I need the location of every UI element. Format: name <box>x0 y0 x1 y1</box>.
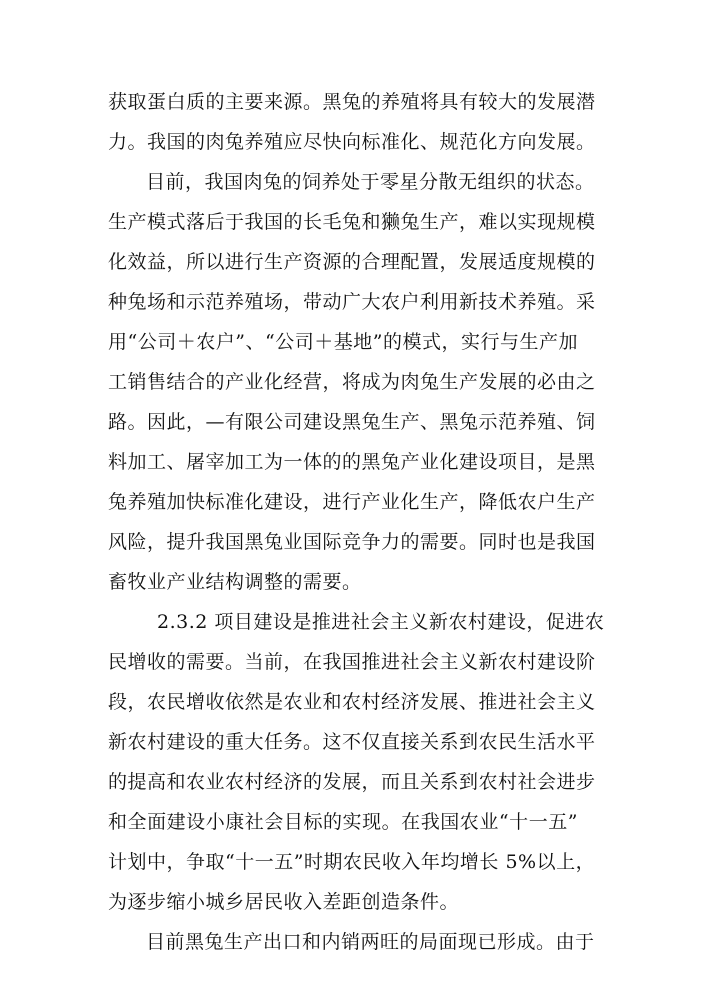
text-line: 路。因此，—有限公司建设黑兔生产、黑兔示范养殖、饲 <box>108 411 596 433</box>
text-line: 畜牧业产业结构调整的需要。 <box>108 571 362 593</box>
text-line: 生产模式落后于我国的长毛兔和獭兔生产，难以实现规模 <box>108 211 596 233</box>
text-line: 目前黑兔生产出口和内销两旺的局面现已形成。由于 <box>146 931 595 953</box>
text-line: 获取蛋白质的主要来源。黑兔的养殖将具有较大的发展潜 <box>108 91 596 113</box>
text-line: 的提高和农业农村经济的发展，而且关系到农村社会进步 <box>108 771 596 793</box>
text-line: 和全面建设小康社会目标的实现。在我国农业“十一五” <box>108 811 578 833</box>
text-line: 为逐步缩小城乡居民收入差距创造条件。 <box>108 891 460 913</box>
text-line: 段，农民增收依然是农业和农村经济发展、推进社会主义 <box>108 691 596 713</box>
text-line: 料加工、屠宰加工为一体的的黑兔产业化建设项目，是黑 <box>108 451 596 473</box>
text-line: 化效益，所以进行生产资源的合理配置，发展适度规模的 <box>108 251 596 273</box>
text-line: 种兔场和示范养殖场，带动广大农户利用新技术养殖。采 <box>108 291 596 313</box>
text-line: 风险，提升我国黑兔业国际竞争力的需要。同时也是我国 <box>108 531 596 553</box>
text-line: 用“公司＋农户”、“公司＋基地”的模式，实行与生产加 <box>108 331 578 353</box>
text-line: 2.3.2 项目建设是推进社会主义新农村建设，促进农 <box>157 611 605 633</box>
text-line: 民增收的需要。当前，在我国推进社会主义新农村建设阶 <box>108 651 596 673</box>
text-line: 计划中，争取“十一五”时期农民收入年均增长 5%以上， <box>108 851 596 873</box>
text-line: 兔养殖加快标准化建设，进行产业化生产，降低农户生产 <box>108 491 596 513</box>
text-line: 目前，我国肉兔的饲养处于零星分散无组织的状态。 <box>146 171 595 193</box>
text-line: 新农村建设的重大任务。这不仅直接关系到农民生活水平 <box>108 731 596 753</box>
text-line: 力。我国的肉兔养殖应尽快向标准化、规范化方向发展。 <box>108 131 596 153</box>
text-line: 工销售结合的产业化经营，将成为肉兔生产发展的必由之 <box>108 371 596 393</box>
